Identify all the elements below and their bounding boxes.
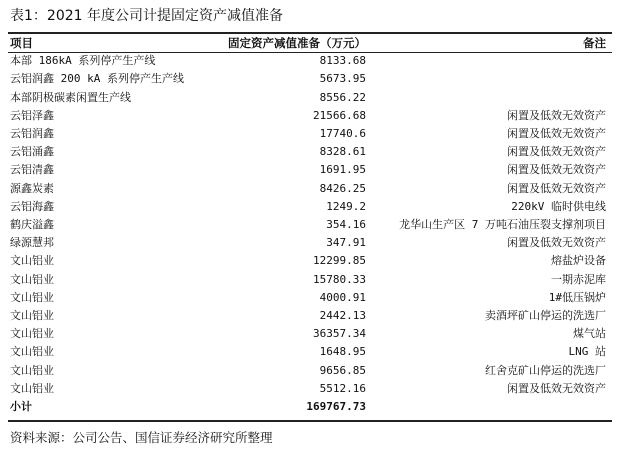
row-item: 小计	[10, 400, 32, 414]
row-item: 文山铝业	[10, 272, 54, 286]
table-row	[8, 161, 612, 179]
table-row	[8, 125, 612, 143]
row-item: 云铝清鑫	[10, 163, 54, 177]
row-value: 354.16	[326, 218, 366, 232]
table-body	[8, 52, 612, 416]
row-item: 鹤庆溢鑫	[10, 218, 54, 232]
row-note: 煤气站	[573, 327, 606, 341]
row-value: 8328.61	[319, 145, 366, 159]
table-row	[8, 143, 612, 161]
row-note: 闲置及低效无效资产	[507, 127, 606, 141]
row-value: 1249.2	[326, 199, 366, 213]
table-row	[8, 234, 612, 252]
row-note: 闲置及低效无效资产	[507, 381, 606, 395]
total-row	[8, 398, 612, 416]
table-row	[8, 307, 612, 325]
table-row	[8, 52, 612, 70]
row-note	[366, 70, 612, 88]
row-value: 1648.95	[319, 345, 366, 359]
table-row	[8, 380, 612, 398]
row-note: 一期赤泥库	[551, 272, 606, 286]
row-value: 8556.22	[319, 90, 366, 104]
row-note	[366, 89, 612, 107]
row-note	[366, 398, 612, 416]
table-row	[8, 70, 612, 88]
table-row	[8, 325, 612, 343]
row-value: 4000.91	[319, 290, 366, 304]
row-item: 云铝润鑫 200 kA 系列停产生产线	[10, 72, 184, 86]
row-item: 本部阴极碳素闲置生产线	[10, 90, 131, 104]
table-title: 表1：2021 年度公司计提固定资产减值准备	[10, 8, 283, 24]
row-item: 绿源慧邦	[10, 236, 54, 250]
row-item: 文山铝业	[10, 309, 54, 323]
row-value: 1691.95	[319, 163, 366, 177]
row-note: 闲置及低效无效资产	[507, 108, 606, 122]
table-row	[8, 198, 612, 216]
row-item: 文山铝业	[10, 363, 54, 377]
row-item: 本部 186kA 系列停产生产线	[10, 54, 156, 68]
row-item: 云铝涌鑫	[10, 145, 54, 159]
row-value: 5512.16	[319, 381, 366, 395]
header-item: 项目	[10, 36, 33, 50]
row-note: 红舍克矿山停运的洗选厂	[485, 363, 606, 377]
row-value: 347.91	[326, 236, 366, 250]
row-value: 5673.95	[319, 72, 366, 86]
row-note: 闲置及低效无效资产	[507, 163, 606, 177]
row-item: 文山铝业	[10, 327, 54, 341]
row-note: 1#低压锅炉	[548, 290, 606, 304]
table-row	[8, 180, 612, 198]
row-item: 云铝泽鑫	[10, 108, 54, 122]
row-value: 36357.34	[313, 327, 366, 341]
source-note: 资料来源：公司公告、国信证券经济研究所整理	[10, 430, 273, 445]
row-item: 源鑫炭素	[10, 181, 54, 195]
table-header-row	[8, 34, 612, 52]
row-value: 15780.33	[313, 272, 366, 286]
row-note: LNG 站	[568, 345, 606, 359]
header-note: 备注	[583, 36, 606, 50]
row-value: 8133.68	[319, 54, 366, 68]
row-note: 熔盐炉设备	[551, 254, 606, 268]
row-note: 闲置及低效无效资产	[507, 236, 606, 250]
row-item: 云铝海鑫	[10, 199, 54, 213]
row-note: 闲置及低效无效资产	[507, 145, 606, 159]
row-note: 闲置及低效无效资产	[507, 181, 606, 195]
row-note	[366, 52, 612, 70]
row-note: 220kV 临时供电线	[511, 199, 606, 213]
row-item: 文山铝业	[10, 254, 54, 268]
table-row	[8, 289, 612, 307]
table-row	[8, 252, 612, 270]
row-value: 21566.68	[313, 108, 366, 122]
row-value: 8426.25	[319, 181, 366, 195]
row-item: 文山铝业	[10, 290, 54, 304]
impairment-table	[8, 34, 612, 416]
row-item: 云铝润鑫	[10, 127, 54, 141]
table-bottom-rule	[8, 420, 612, 422]
table-row	[8, 89, 612, 107]
row-item: 文山铝业	[10, 381, 54, 395]
table-row	[8, 107, 612, 125]
row-value: 12299.85	[313, 254, 366, 268]
header-impairment: 固定资产减值准备（万元）	[228, 36, 366, 50]
row-value: 169767.73	[306, 400, 366, 414]
table-row	[8, 343, 612, 361]
table-row	[8, 216, 612, 234]
row-item: 文山铝业	[10, 345, 54, 359]
row-value: 17740.6	[319, 127, 366, 141]
table-row	[8, 271, 612, 289]
row-value: 9656.85	[319, 363, 366, 377]
row-note: 卖酒坪矿山停运的洗选厂	[485, 309, 606, 323]
row-note: 龙华山生产区 7 万吨石油压裂支撑剂项目	[399, 218, 606, 232]
table-row	[8, 362, 612, 380]
row-value: 2442.13	[319, 309, 366, 323]
